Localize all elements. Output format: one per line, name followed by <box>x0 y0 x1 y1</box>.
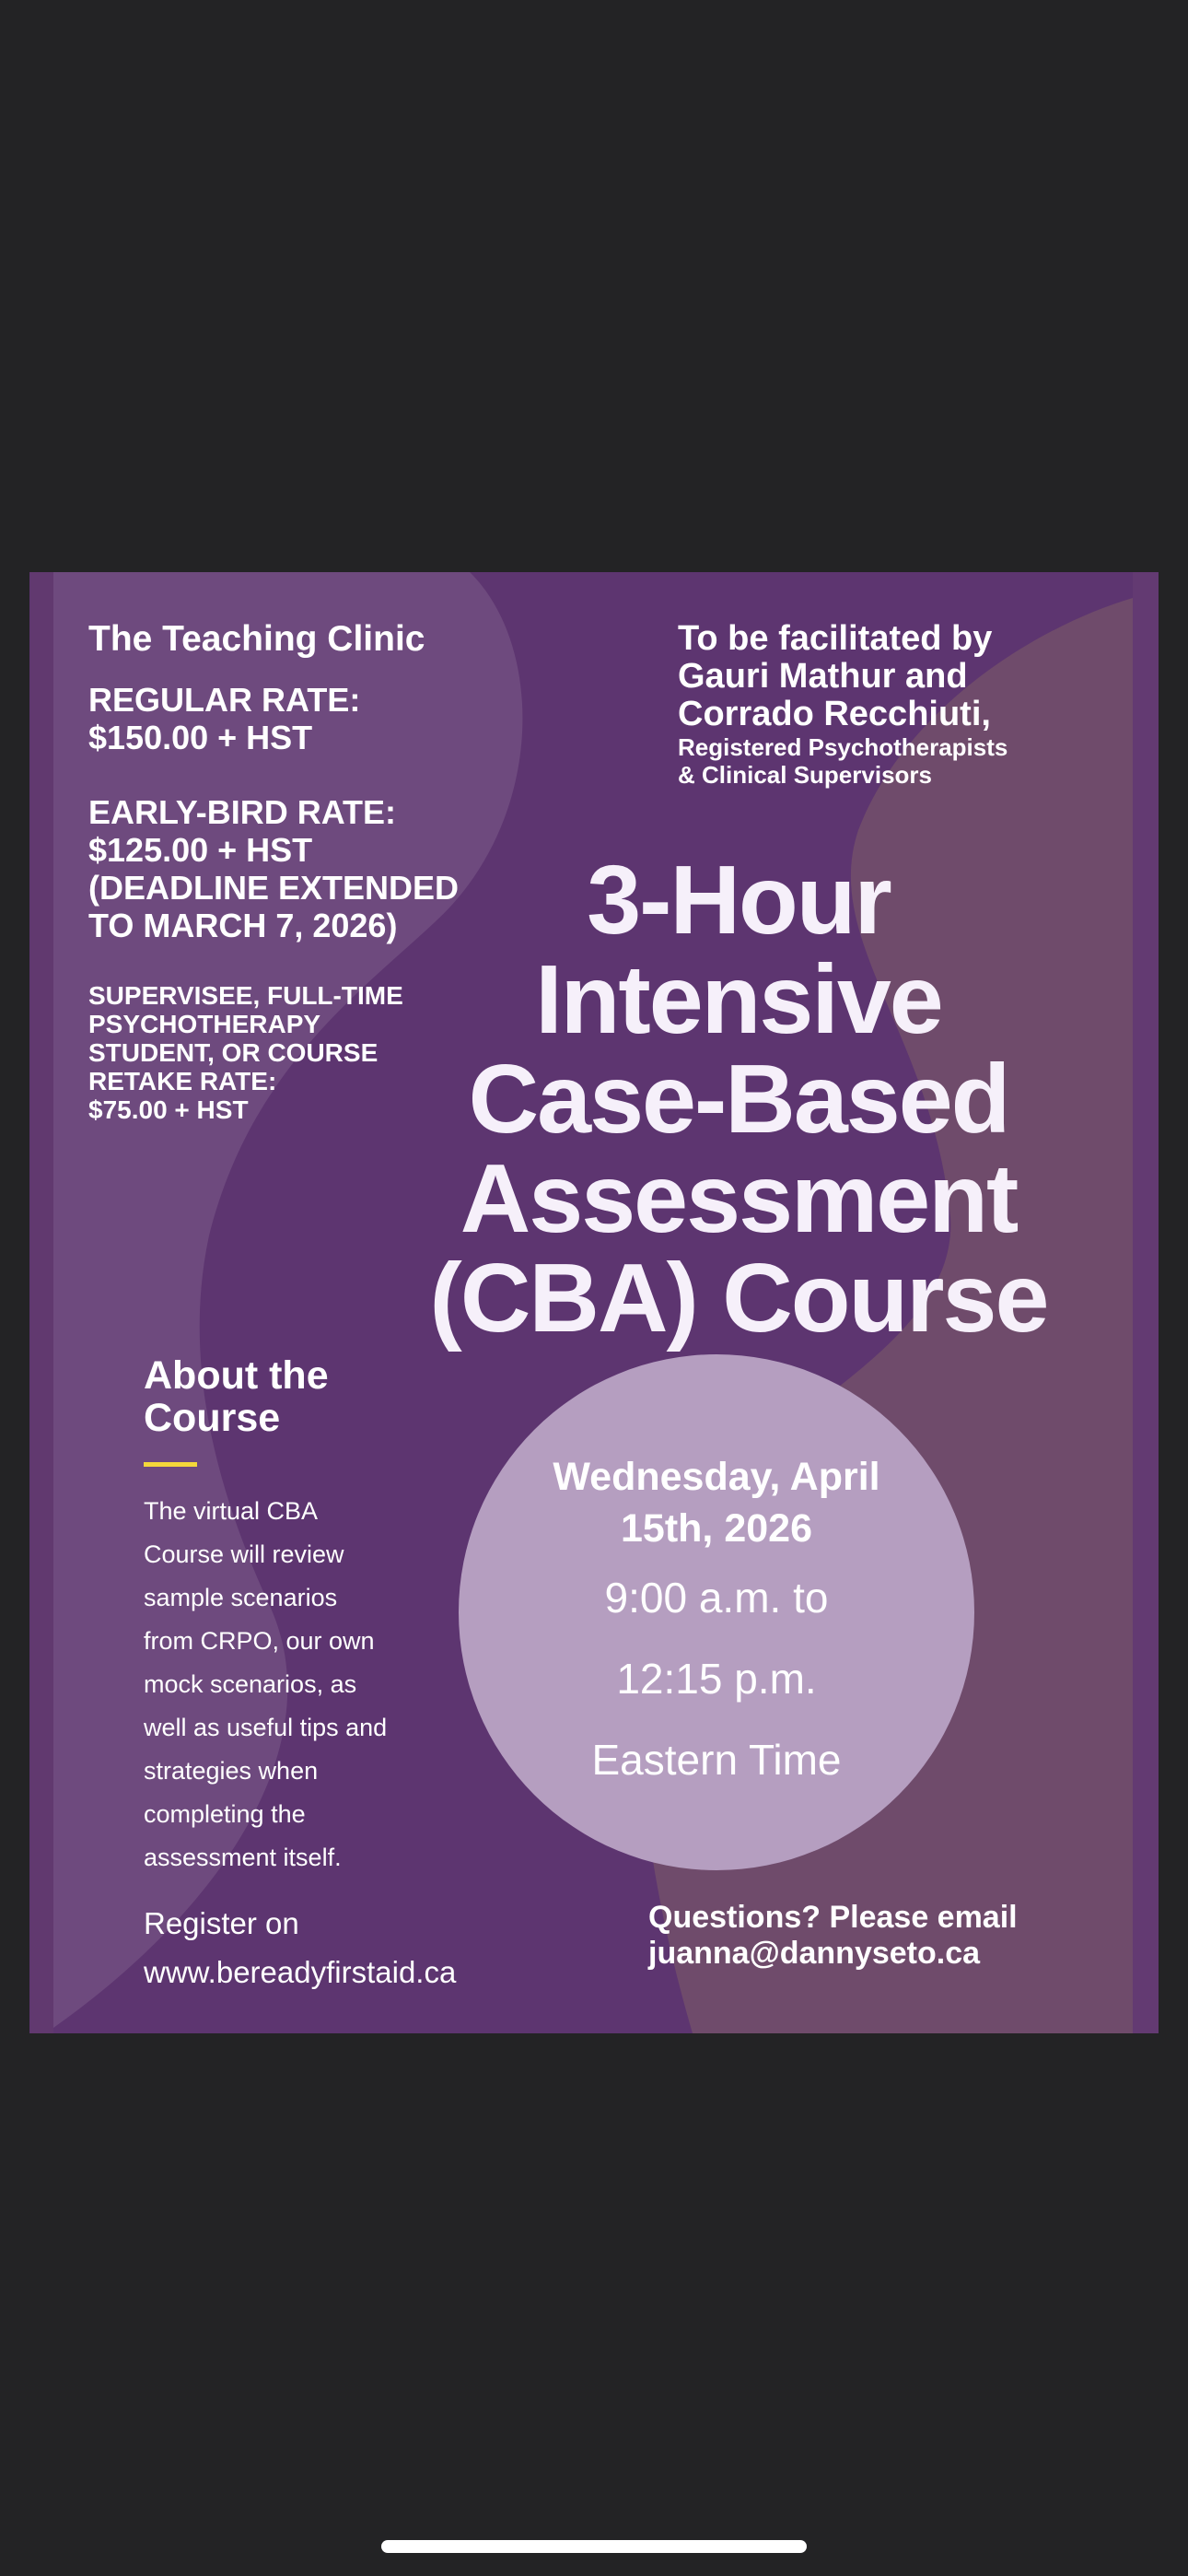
early-bird-deadline-line-1: (DEADLINE EXTENDED <box>88 869 460 907</box>
organization-name: The Teaching Clinic <box>88 619 425 659</box>
about-description <box>144 1490 448 1879</box>
register-label: Register on <box>144 1906 299 1940</box>
about-heading-line: About the <box>144 1353 329 1398</box>
event-date-line: Wednesday, April <box>553 1455 880 1499</box>
course-title-line: 3-Hour <box>587 846 891 954</box>
early-bird-deadline-line-2: TO MARCH 7, 2026) <box>88 907 398 944</box>
about-heading <box>144 1354 329 1439</box>
questions-contact <box>648 1900 1018 1972</box>
questions-label: Questions? Please email <box>648 1900 1018 1935</box>
facilitators-line: To be facilitated by <box>678 619 993 658</box>
schedule-circle <box>459 1354 974 1870</box>
register-info <box>144 1899 456 1996</box>
about-line: assessment itself. <box>144 1844 342 1871</box>
about-line: sample scenarios <box>144 1584 338 1611</box>
course-title-line: Assessment <box>460 1144 1018 1253</box>
about-accent-bar <box>144 1462 197 1467</box>
about-line: The virtual CBA <box>144 1497 319 1525</box>
supervisee-rate-line: SUPERVISEE, FULL-TIME <box>88 981 403 1010</box>
facilitators-line: Corrado Recchiuti, <box>678 695 991 733</box>
event-date-line: 15th, 2026 <box>621 1506 812 1551</box>
register-url: www.bereadyfirstaid.ca <box>144 1955 457 1989</box>
supervisee-rate-price: $75.00 + HST <box>88 1095 249 1124</box>
supervisee-rate-line: RETAKE RATE: <box>88 1067 277 1095</box>
regular-rate-price: $150.00 + HST <box>88 719 313 756</box>
supervisee-rate <box>88 981 403 1124</box>
about-line: mock scenarios, as <box>144 1670 357 1698</box>
facilitators-line: Gauri Mathur and <box>678 657 968 696</box>
about-line: well as useful tips and <box>144 1714 388 1741</box>
event-date <box>459 1451 974 1554</box>
event-timezone: Eastern Time <box>591 1736 842 1784</box>
about-line: from CRPO, our own <box>144 1627 375 1655</box>
facilitators-credentials: & Clinical Supervisors <box>678 761 932 789</box>
questions-email: juanna@dannyseto.ca <box>648 1936 981 1971</box>
home-indicator[interactable] <box>381 2540 807 2553</box>
facilitators-block <box>678 620 1138 789</box>
course-title-line: Intensive <box>535 945 942 1054</box>
about-line: completing the <box>144 1800 306 1828</box>
early-bird-rate-price: $125.00 + HST <box>88 831 313 869</box>
about-line: strategies when <box>144 1757 319 1785</box>
course-title-line: (CBA) Course <box>429 1244 1048 1352</box>
early-bird-rate-label: EARLY-BIRD RATE: <box>88 793 397 831</box>
event-start-time: 9:00 a.m. to <box>604 1574 829 1622</box>
regular-rate-label: REGULAR RATE: <box>88 681 361 719</box>
event-poster <box>29 572 1159 2033</box>
facilitators-credentials: Registered Psychotherapists <box>678 733 1008 761</box>
supervisee-rate-line: STUDENT, OR COURSE <box>88 1038 379 1067</box>
about-line: Course will review <box>144 1540 344 1568</box>
about-heading-line: Course <box>144 1396 281 1440</box>
supervisee-rate-line: PSYCHOTHERAPY <box>88 1010 321 1038</box>
course-title-line: Case-Based <box>468 1045 1009 1153</box>
course-title <box>361 846 1116 1352</box>
event-end-time: 12:15 p.m. <box>616 1655 817 1703</box>
regular-rate <box>88 681 360 756</box>
